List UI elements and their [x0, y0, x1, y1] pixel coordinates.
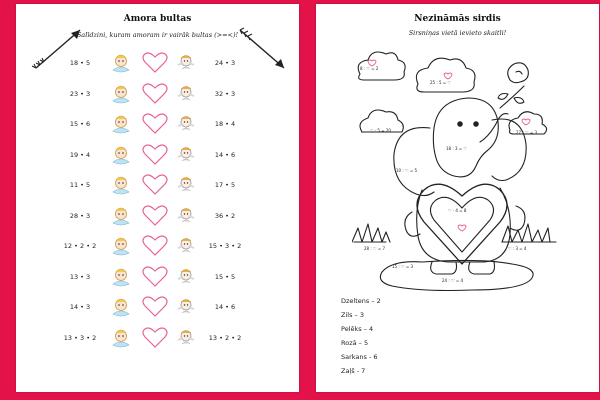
equation-label: ♡ : 3 = 4 [508, 246, 527, 251]
comparison-row [16, 52, 299, 74]
cupid-right-icon [176, 114, 196, 138]
left-expression: 13 • 3 [69, 272, 91, 281]
cupid-right-icon [176, 206, 196, 230]
sheet-subtitle: Salīdzini, kuram amoram ir vairāk bultas (>=<)! [76, 31, 239, 39]
equation-label: 27 : ♡ = 3 [516, 130, 538, 135]
right-expression: 24 • 3 [214, 59, 236, 67]
cupid-right-icon [176, 267, 196, 291]
equation-label: 25 : 5 = ♡ [430, 80, 452, 85]
comparison-heart-icon [142, 113, 168, 139]
legend-item: Zils – 3 [341, 311, 364, 319]
sheet-title: Amora bultas [123, 14, 192, 24]
left-expression: 28 • 3 [69, 211, 91, 220]
cupid-left-icon [110, 113, 132, 139]
left-expression: 14 • 3 [69, 303, 91, 311]
comparison-heart-icon [142, 235, 168, 261]
cupid-right-icon [176, 328, 196, 352]
comparison-heart-icon [142, 266, 168, 292]
elephant-trunk [480, 114, 508, 142]
cupid-left-icon [110, 266, 132, 292]
comparison-heart-icon [142, 174, 168, 200]
cupid-right-icon [176, 175, 196, 199]
comparison-row [16, 327, 299, 349]
left-expression: 23 • 3 [69, 89, 91, 98]
comparison-row [16, 296, 299, 318]
elephant-ear-left [394, 128, 434, 196]
legend-item: Dzeltens – 2 [341, 297, 381, 305]
cupid-left-icon [110, 83, 132, 109]
right-expression: 14 • 6 [214, 303, 236, 311]
comparison-heart-icon [142, 327, 168, 353]
cupid-right-icon [176, 236, 196, 260]
cupid-left-icon [110, 174, 132, 200]
equation-label: ♡ · 4 = 8 [448, 208, 467, 213]
worksheet-nezinamas-sirdis [316, 4, 599, 392]
sheet-title: Nezināmās sirdis [414, 14, 501, 24]
right-expression: 13 • 2 • 2 [208, 333, 242, 342]
comparison-row [16, 205, 299, 227]
comparison-heart-icon [142, 296, 168, 322]
left-expression: 19 • 4 [69, 150, 91, 159]
right-expression: 18 • 4 [214, 120, 236, 128]
cupid-left-icon [110, 296, 132, 322]
equation-label: ♡ · 5 = 20 [370, 128, 391, 133]
comparison-row [16, 144, 299, 166]
left-expression: 18 • 5 [69, 59, 91, 67]
worksheet-amora-bultas [16, 4, 299, 392]
comparison-heart-icon [142, 52, 168, 78]
legend-item: Pelēks – 4 [341, 325, 374, 333]
cupid-right-icon [176, 84, 196, 108]
comparison-row [16, 266, 299, 288]
comparison-heart-icon [142, 144, 168, 170]
left-expression: 15 • 6 [69, 120, 91, 128]
comparison-row [16, 113, 299, 135]
equation-label: 18 : 3 = ♡ [446, 146, 468, 151]
cupid-right-icon [176, 145, 196, 169]
legend-item: Sarkans - 6 [341, 353, 378, 361]
cupid-left-icon [110, 235, 132, 261]
legend-item: Rozā – 5 [341, 339, 369, 347]
comparison-heart-icon [142, 83, 168, 109]
equation-label: 28 : ♡ = 7 [364, 246, 386, 251]
comparison-heart-icon [142, 205, 168, 231]
right-expression: 14 • 6 [214, 150, 236, 159]
comparison-row [16, 235, 299, 257]
right-expression: 17 • 5 [214, 181, 236, 189]
right-expression: 32 • 3 [214, 89, 236, 98]
cupid-right-icon [176, 297, 196, 321]
elephant-coloring-picture [352, 46, 558, 294]
comparison-row [16, 174, 299, 196]
equation-label: 15 : ♡ = 3 [392, 264, 414, 269]
right-expression: 36 • 2 [214, 211, 236, 220]
cupid-right-icon [176, 53, 196, 77]
elephant-head [433, 98, 498, 177]
cupid-left-icon [110, 52, 132, 78]
cupid-left-icon [110, 205, 132, 231]
left-expression: 13 • 3 • 2 [63, 333, 97, 342]
equation-label: 8 : ♡ = 2 [360, 66, 379, 71]
comparison-row [16, 83, 299, 105]
legend-item: Zaļš - 7 [341, 367, 366, 375]
cloud-center [416, 58, 475, 92]
cupid-left-icon [110, 144, 132, 170]
right-expression: 15 • 3 • 2 [208, 242, 242, 250]
cupid-left-icon [110, 327, 132, 353]
left-expression: 12 • 2 • 2 [63, 242, 97, 250]
right-expression: 15 • 5 [214, 272, 236, 281]
equation-label: 24 : ♡ = 4 [442, 278, 464, 283]
equation-label: 10 : ♡ = 5 [396, 168, 418, 173]
sheet-subtitle: Sirsniņas vietā ievieto skaitli! [408, 29, 507, 37]
left-expression: 11 • 5 [69, 181, 91, 189]
